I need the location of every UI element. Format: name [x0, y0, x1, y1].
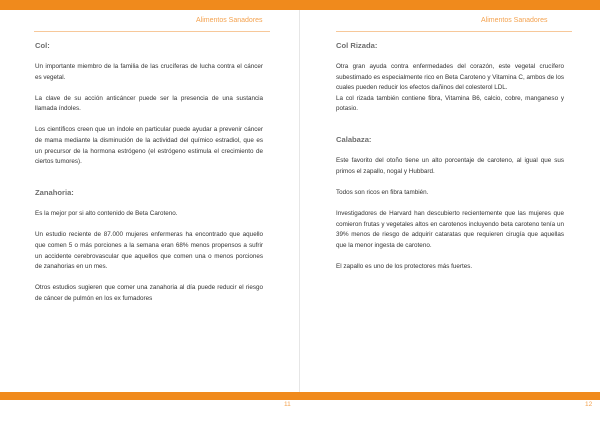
bottom-accent-bar — [0, 392, 600, 400]
left-page-column — [35, 40, 263, 315]
paragraph: Todos son ricos en fibra también. — [336, 189, 429, 197]
paragraph: Otros estudios sugieren que comer una zanahoria al día puede reducir el riesgo de cáncer de pulmón en los ex fumadores — [35, 284, 263, 302]
page-number-left: 11 — [284, 401, 291, 408]
paragraph: El zapallo es uno de los protectores más fuertes. — [336, 263, 473, 271]
section-heading-col-rizada: Col Rizada: — [336, 41, 378, 50]
running-header-left: Alimentos Sanadores — [196, 17, 263, 24]
paragraph: Otra gran ayuda contra enfermedades del corazón, este vegetal crucífero subestimado es especialmente rico en Beta Caroteno y Vitamina C, ambos de los cuales pueden reducir los efectos dañinos del colesterol LDL. — [336, 63, 564, 92]
section-heading-col: Col: — [35, 41, 50, 50]
paragraph: Investigadores de Harvard han descubierto recientemente que las mujeres que comieron frutas y vegetales altos en carotenos incluyendo beta caroteno tenía un 39% menos de riesgo de adquirir cataratas que requieren cirugía que aquellas que la menor ingesta de caroteno. — [336, 210, 564, 250]
section-heading-calabaza: Calabaza: — [336, 135, 372, 145]
running-header-right: Alimentos Sanadores — [481, 17, 548, 24]
right-page-column — [336, 40, 564, 283]
section-heading-zanahoria: Zanahoria: — [35, 188, 74, 198]
page-number-right: 12 — [585, 401, 593, 408]
header-rule-right — [336, 31, 572, 32]
page-spine — [299, 10, 300, 392]
paragraph: Es la mejor por si alto contenido de Beta Caroteno. — [35, 210, 178, 218]
paragraph: Un importante miembro de la familia de las crucíferas de lucha contra el cáncer es vegetal. — [35, 63, 263, 81]
paragraph: Los científicos creen que un índole en particular puede ayudar a prevenir cáncer de mama mediante la disminución de la actividad del químico estradiol, que es un precursor de la hormona estrógeno (el estrógeno estimula el crecimiento de ciertos tumores). — [35, 126, 263, 166]
paragraph: Un estudio reciente de 87.000 mujeres enfermeras ha encontrado que aquello que comen 5 o más porciones a la semana eran 68% menos propensos a sufrir un accidente cerebrovascular que aquellos que comen una o menos porciones de zanahorias en un mes. — [35, 231, 263, 271]
top-accent-bar — [0, 0, 600, 10]
paragraph: La clave de su acción anticáncer puede ser la presencia de una sustancia llamada índoles. — [35, 94, 263, 113]
header-rule-left — [34, 31, 270, 32]
paragraph: Este favorito del otoño tiene un alto porcentaje de caroteno, al igual que sus primos el zapallo, nogal y Hubbard. — [336, 157, 564, 176]
paragraph: La col rizada también contiene fibra, Vitamina B6, calcio, cobre, manganeso y potasio. — [336, 94, 564, 113]
